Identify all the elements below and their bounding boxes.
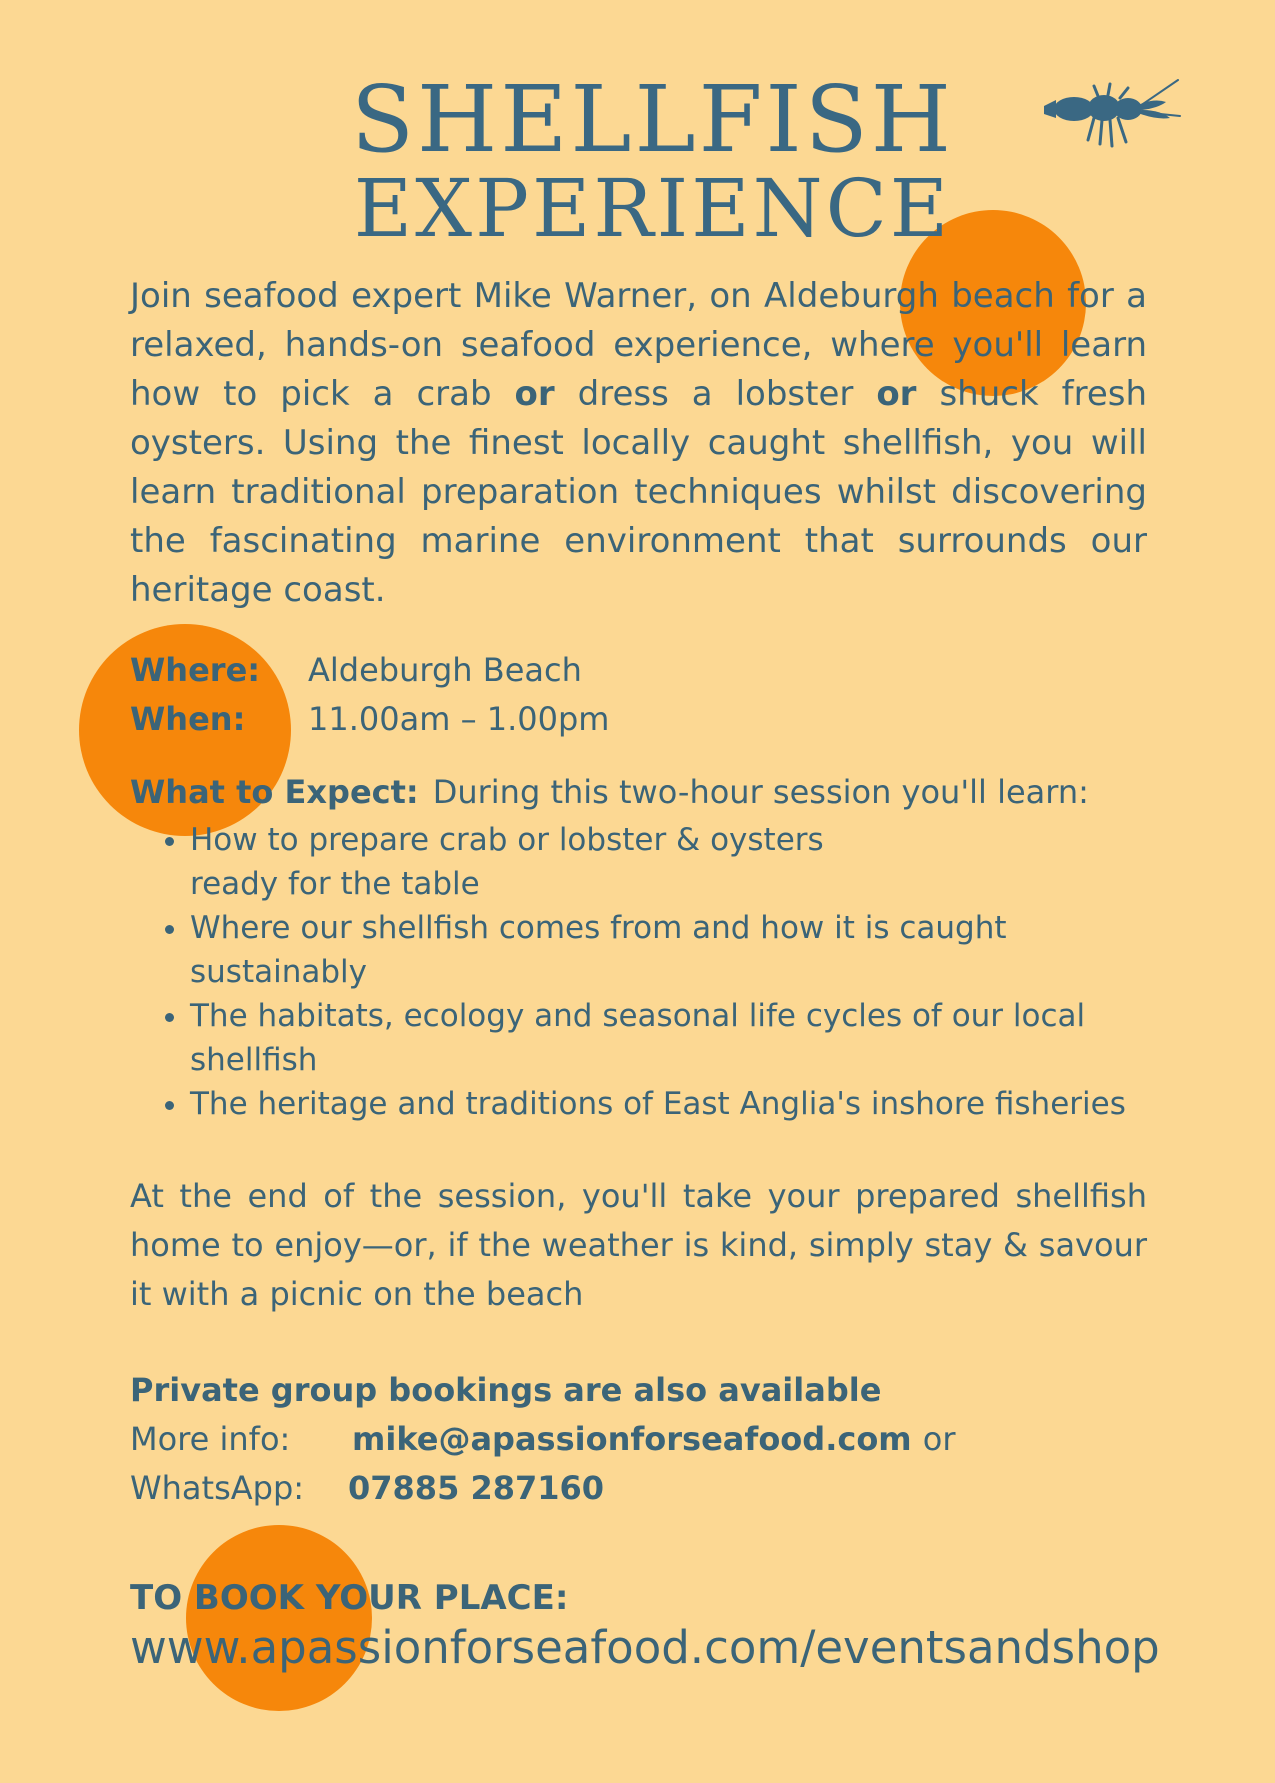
when-label: When:: [130, 700, 246, 738]
emphasis-or: or: [876, 374, 917, 414]
when-value: 11.00am – 1.00pm: [308, 700, 610, 738]
whatsapp-label: WhatsApp:: [130, 1469, 305, 1507]
closing-paragraph: At the end of the session, you'll take your prepared shellfish home to enjoy—or, if the weather is kind, simply stay & savour it with a picnic on the beach: [130, 1177, 1147, 1313]
expect-label: What to Expect:: [130, 773, 419, 811]
where-value: Aldeburgh Beach: [308, 651, 582, 689]
orange-circle-decoration: [186, 1525, 372, 1711]
list-item: • The heritage and traditions of East Anglia's inshore fisheries: [190, 1082, 1230, 1126]
when-row: [130, 699, 610, 739]
booking-heading: TO BOOK YOUR PLACE:: [130, 1578, 569, 1618]
list-item: • How to prepare crab or lobster & oysters ready for the table: [190, 818, 1230, 906]
or-text: or: [922, 1420, 956, 1458]
title-line-1: SHELLFISH: [350, 66, 955, 173]
whatsapp-row: [130, 1468, 605, 1508]
more-info-label: More info:: [130, 1420, 291, 1458]
expect-text: During this two-hour session you'll learn:: [432, 773, 1089, 811]
where-label: Where:: [130, 651, 261, 689]
page-title: [300, 66, 1005, 255]
intro-paragraph: Join seafood expert Mike Warner, on Aldeburgh beach for a relaxed, hands-on seafood experience, where you'll learn how to pick a crab or dress a lobster or shuck fresh oysters. Using the finest locally caught shellfish, you will learn traditional preparation techniques whilst discovering the fascinating marine environment that surrounds our heritage coast.: [130, 276, 1147, 610]
where-row: [130, 650, 582, 690]
phone-number[interactable]: 07885 287160: [348, 1469, 605, 1507]
private-bookings-note: Private group bookings are also available: [130, 1371, 882, 1409]
booking-url-link[interactable]: www.apassionforseafood.com/eventsandshop: [130, 1621, 1160, 1674]
email-link[interactable]: mike@apassionforseafood.com: [352, 1420, 912, 1458]
list-item: • The habitats, ecology and seasonal life cycles of our local shellfish: [190, 994, 1230, 1082]
emphasis-or: or: [514, 374, 555, 414]
expect-heading: [130, 772, 1089, 812]
more-info-row: [130, 1419, 956, 1459]
title-line-2: EXPERIENCE: [353, 162, 952, 255]
expect-list: [130, 818, 1230, 1126]
list-item: • Where our shellfish comes from and how it is caught sustainably: [190, 906, 1230, 994]
lobster-icon: [1042, 78, 1182, 154]
